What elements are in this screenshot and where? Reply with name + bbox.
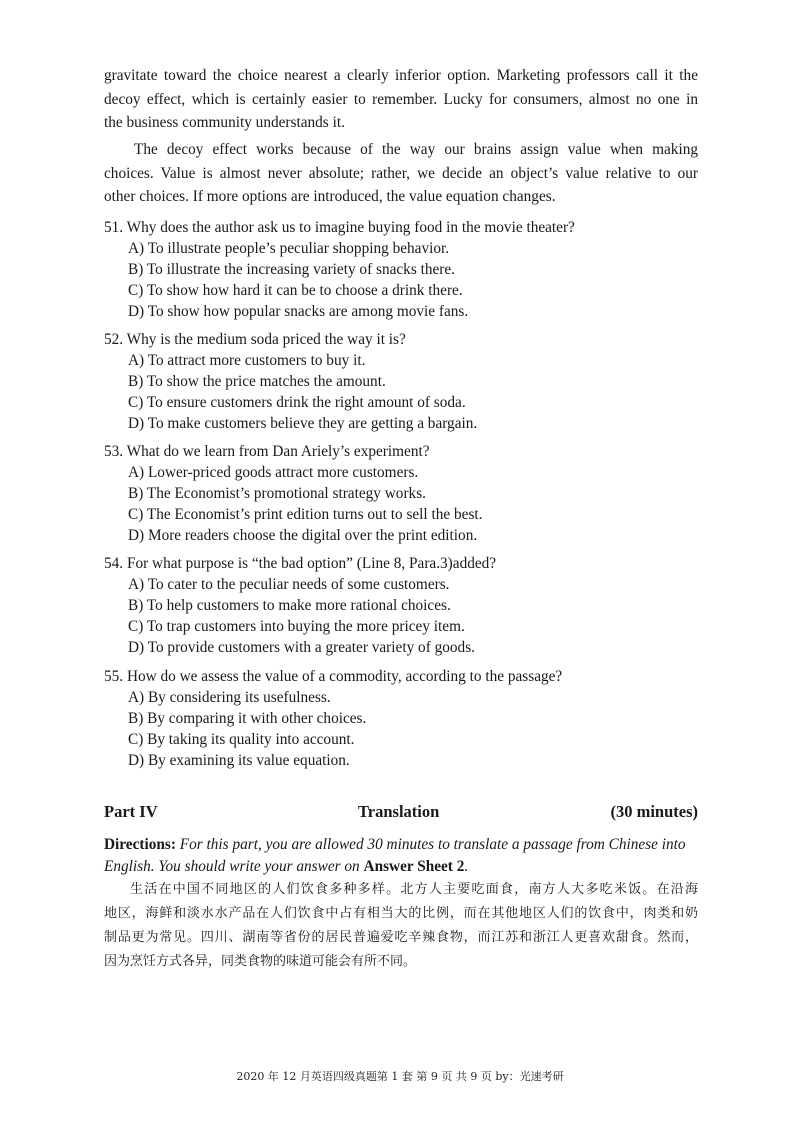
option-a[interactable]: A) By considering its usefulness. (128, 689, 331, 706)
chinese-line: 制品更为常见。四川、湖南等省份的居民普遍爱吃辛辣食物，而江苏和浙江人更喜欢甜食。然而， (104, 930, 698, 945)
option-c[interactable]: C) To show how hard it can be to choose a drink there. (128, 282, 463, 299)
section-time: (30 minutes) (610, 802, 698, 821)
option-d[interactable]: D) More readers choose the digital over the print edition. (128, 527, 478, 544)
question-54 (104, 553, 704, 658)
option-d[interactable]: D) To provide customers with a greater variety of goods. (128, 639, 475, 656)
option-a[interactable]: A) Lower-priced goods attract more customers. (128, 464, 419, 481)
question-52 (104, 329, 704, 434)
option-c[interactable]: C) To ensure customers drink the right amount of soda. (128, 394, 466, 411)
passage-paragraph-2 (104, 138, 698, 209)
option-c[interactable]: C) To trap customers into buying the more pricey item. (128, 618, 465, 635)
section-title: Translation (358, 802, 440, 821)
chinese-line: 生活在中国不同地区的人们饮食多种多样。北方人主要吃面食，南方人大多吃米饭。在沿海 (130, 882, 698, 897)
directions-period: . (464, 858, 469, 875)
option-c[interactable]: C) The Economist’s print edition turns out to sell the best. (128, 506, 483, 523)
part-header (104, 802, 698, 826)
option-b[interactable]: B) By comparing it with other choices. (128, 710, 367, 727)
question-stem: 55. How do we assess the value of a commodity, according to the passage? (104, 668, 563, 685)
answer-sheet-label: Answer Sheet 2 (363, 858, 465, 875)
option-d[interactable]: D) To show how popular snacks are among movie fans. (128, 303, 469, 320)
passage-line: gravitate toward the choice nearest a clearly inferior option. Marketing professors call it the (104, 67, 698, 84)
page-footer: 2020 年 12 月英语四级真题第 1 套 第 9 页 共 9 页 by：光速考研 (236, 1070, 564, 1083)
part-label: Part IV (104, 802, 158, 821)
directions-text: For this part, you are allowed 30 minutes to translate a passage from Chinese into English. You should write your answer on (104, 836, 686, 875)
question-55 (104, 666, 704, 771)
passage-line: The decoy effect works because of the way our brains assign value when making (134, 141, 698, 158)
passage-line: choices. Value is almost never absolute; rather, we decide an object’s value relative to our (104, 164, 698, 182)
option-a[interactable]: A) To attract more customers to buy it. (128, 352, 366, 369)
option-b[interactable]: B) The Economist’s promotional strategy works. (128, 485, 426, 502)
chinese-line: 地区，海鲜和淡水水产品在人们饮食中占有相当大的比例，而在其他地区人们的饮食中，肉类和奶 (104, 906, 698, 921)
option-a[interactable]: A) To cater to the peculiar needs of some customers. (128, 576, 450, 593)
option-b[interactable]: B) To show the price matches the amount. (128, 373, 386, 390)
passage-line: the business community understands it. (104, 114, 345, 131)
question-stem: 51. Why does the author ask us to imagine buying food in the movie theater? (104, 219, 575, 236)
directions-label: Directions: (104, 836, 176, 853)
question-stem: 54. For what purpose is “the bad option” (Line 8, Para.3)added? (104, 555, 497, 572)
chinese-passage (104, 878, 698, 974)
question-53 (104, 441, 704, 546)
option-b[interactable]: B) To illustrate the increasing variety of snacks there. (128, 261, 456, 278)
passage-line: decoy effect, which is certainly easier to remember. Lucky for consumers, almost no one in (104, 90, 698, 108)
question-stem: 52. Why is the medium soda priced the way it is? (104, 331, 406, 348)
option-b[interactable]: B) To help customers to make more rational choices. (128, 597, 451, 614)
directions (104, 834, 698, 878)
question-stem: 53. What do we learn from Dan Ariely’s experiment? (104, 443, 430, 460)
passage-line: other choices. If more options are introduced, the value equation changes. (104, 188, 556, 205)
option-a[interactable]: A) To illustrate people’s peculiar shopping behavior. (128, 240, 450, 257)
option-d[interactable]: D) To make customers believe they are getting a bargain. (128, 415, 478, 432)
question-51 (104, 217, 704, 322)
option-d[interactable]: D) By examining its value equation. (128, 752, 350, 769)
passage-paragraph-1 (104, 64, 698, 135)
option-c[interactable]: C) By taking its quality into account. (128, 731, 355, 748)
chinese-line: 因为烹饪方式各异，同类食物的味道可能会有所不同。 (104, 954, 417, 969)
